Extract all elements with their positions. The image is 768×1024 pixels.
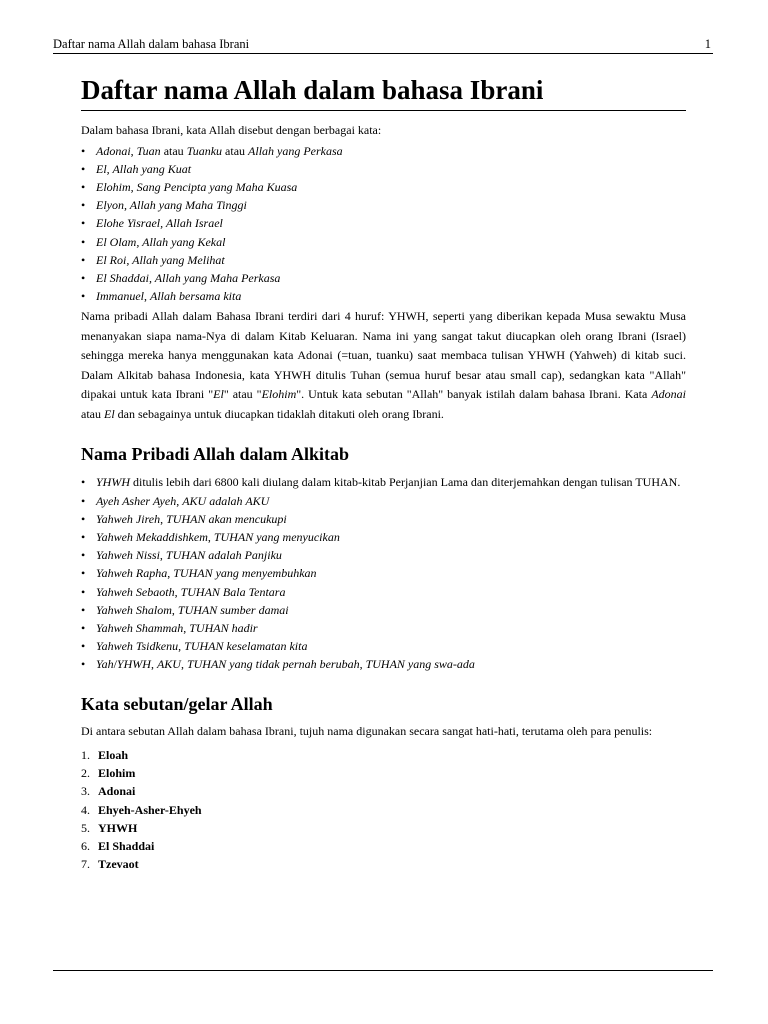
title-term: Tzevaot	[98, 857, 139, 872]
list-item	[81, 764, 686, 782]
item-number: 5.	[81, 820, 90, 835]
separator: ,	[130, 143, 137, 158]
name-meaning: TUHAN adalah Panjiku	[165, 548, 282, 563]
section-heading-nama-pribadi: Nama Pribadi Allah dalam Alkitab	[81, 444, 350, 465]
bullet: •	[81, 584, 86, 599]
list-item-text: ditulis lebih dari 6800 kali diulang dalam kitab-kitab Perjanjian Lama dan diterjemahkan dengan tulisan TUHAN.	[130, 475, 681, 490]
name-term: Yahweh Sebaoth	[96, 584, 175, 599]
separator: ,	[144, 289, 150, 304]
list-item	[81, 619, 686, 637]
list-item	[81, 601, 686, 619]
title-term: El Shaddai	[98, 839, 155, 854]
italic-term: Adonai	[651, 387, 686, 402]
list-item	[81, 178, 686, 196]
separator: atau	[222, 143, 249, 158]
intro-paragraph: Dalam bahasa Ibrani, kata Allah disebut dengan berbagai kata:	[81, 123, 382, 137]
bullet: •	[81, 252, 86, 267]
list-item	[81, 492, 686, 510]
running-title: Daftar nama Allah dalam bahasa Ibrani	[53, 37, 250, 51]
list-item	[81, 528, 686, 546]
name-term: Ayeh Asher Ayeh	[96, 493, 177, 508]
bullet: •	[81, 639, 86, 654]
paragraph-text: Nama pribadi Allah dalam Bahasa Ibrani terdiri dari 4 huruf: YHWH, seperti yang diberikan kepada Musa sewaktu Musa menanyakan siapa nama-Nya di dalam Kitab Keluaran. Nama ini yang sangat takut diucapkan oleh orang Ibrani (Israel) sehingga mereka hanya menggunakan kata Adonai (=tuan, tuanku) saat membaca tulisan YHWH (Yahweh) di kitab suci. Dalam Alkitab bahasa Indonesia, kata YHWH ditulis Tuhan (semua huruf besar atau small cap), sedangkan kata "Allah" dipakai untuk kata Ibrani "	[81, 309, 686, 402]
name-term: Yah	[96, 657, 114, 672]
names-list	[81, 142, 686, 306]
bullet: •	[81, 602, 86, 617]
name-term: Elyon, Allah yang Maha Tinggi	[96, 198, 247, 213]
separator: ,	[359, 657, 366, 672]
name-term: Yahweh Nissi	[96, 548, 160, 563]
page-title: Daftar nama Allah dalam bahasa Ibrani	[81, 72, 686, 111]
separator: /	[113, 657, 117, 672]
name-term: YHWH	[96, 475, 131, 490]
separator: ,	[178, 639, 185, 654]
bullet: •	[81, 620, 86, 635]
name-term: Tuan	[136, 143, 161, 158]
paragraph-text: atau	[81, 406, 104, 421]
name-term: Allah yang Perkasa	[248, 143, 343, 158]
list-item	[81, 855, 686, 873]
separator: atau	[160, 143, 187, 158]
name-term: Yahweh Tsidkenu	[96, 639, 179, 654]
list-item	[81, 655, 686, 673]
list-item	[81, 819, 686, 837]
name-meaning: TUHAN Bala Tentara	[180, 584, 286, 599]
page-number: 1	[704, 37, 711, 51]
italic-term: El	[213, 387, 224, 402]
name-term: Adonai	[96, 143, 131, 158]
name-term: YHWH	[116, 657, 151, 672]
name-term: El Shaddai, Allah yang Maha Perkasa	[96, 270, 281, 285]
bullet: •	[81, 475, 86, 490]
name-term: Yahweh Shalom	[96, 602, 172, 617]
list-item	[81, 564, 686, 582]
section-heading-kata-sebutan: Kata sebutan/gelar Allah	[81, 693, 273, 714]
list-item	[81, 233, 686, 251]
list-item	[81, 510, 686, 528]
bullet: •	[81, 179, 86, 194]
item-number: 6.	[81, 839, 90, 854]
bullet: •	[81, 289, 86, 304]
name-term: El Olam, Allah yang Kekal	[96, 234, 226, 249]
bullet: •	[81, 198, 86, 213]
name-term: El Roi, Allah yang Melihat	[96, 252, 225, 267]
separator: ,	[160, 511, 167, 526]
separator: ,	[183, 620, 190, 635]
separator: ,	[167, 566, 174, 581]
list-item	[81, 837, 686, 855]
name-meaning: TUHAN yang swa-ada	[365, 657, 475, 672]
italic-term: El	[104, 406, 115, 421]
list-item	[81, 473, 686, 491]
name-meaning: TUHAN akan mencukupi	[166, 511, 287, 526]
list-item	[81, 196, 686, 214]
list-item	[81, 142, 686, 160]
list-item	[81, 269, 686, 287]
name-term: Immanuel	[96, 289, 144, 304]
article-content	[81, 72, 686, 873]
name-term: Yahweh Jireh	[96, 511, 161, 526]
title-term: Adonai	[98, 784, 136, 799]
item-number: 4.	[81, 802, 90, 817]
italic-term: Elohim	[261, 387, 297, 402]
bullet: •	[81, 216, 86, 231]
name-meaning: TUHAN yang tidak pernah berubah	[186, 657, 360, 672]
separator: ,	[207, 529, 214, 544]
section-paragraph: Di antara sebutan Allah dalam bahasa Ibrani, tujuh nama digunakan secara sangat hati-hati, terutama oleh para penulis:	[81, 723, 653, 738]
name-term: Yahweh Mekaddishkem	[96, 529, 208, 544]
item-number: 1.	[81, 748, 90, 763]
bullet: •	[81, 548, 86, 563]
separator: ,	[174, 584, 181, 599]
bullet: •	[81, 493, 86, 508]
title-term: Elohim	[98, 766, 136, 781]
name-meaning: TUHAN keselamatan kita	[184, 639, 308, 654]
name-term: Elohim, Sang Pencipta yang Maha Kuasa	[96, 179, 298, 194]
name-meaning: TUHAN yang menyembuhkan	[173, 566, 317, 581]
name-meaning: AKU adalah AKU	[182, 493, 270, 508]
list-item	[81, 251, 686, 269]
name-term: Yahweh Rapha	[96, 566, 168, 581]
bullet: •	[81, 657, 86, 672]
list-item	[81, 583, 686, 601]
name-meaning: TUHAN yang menyucikan	[213, 529, 340, 544]
bullet: •	[81, 270, 86, 285]
separator: ,	[171, 602, 178, 617]
paragraph-text: ". Untuk kata sebutan "Allah" banyak istilah dalam bahasa Ibrani. Kata	[296, 387, 652, 402]
body-paragraph	[81, 307, 686, 424]
name-meaning: TUHAN sumber damai	[177, 602, 289, 617]
name-term: Elohe Yisrael, Allah Israel	[96, 216, 223, 231]
titles-list	[81, 746, 686, 873]
list-item	[81, 782, 686, 800]
bullet: •	[81, 234, 86, 249]
name-term: Allah bersama kita	[150, 289, 242, 304]
name-term: Yahweh Shammah	[96, 620, 184, 635]
separator: ,	[176, 493, 183, 508]
list-item	[81, 801, 686, 819]
title-term: Ehyeh-Asher-Ehyeh	[98, 802, 202, 817]
bullet: •	[81, 161, 86, 176]
list-item	[81, 746, 686, 764]
bullet: •	[81, 143, 86, 158]
item-number: 7.	[81, 857, 90, 872]
item-number: 2.	[81, 766, 90, 781]
list-item	[81, 637, 686, 655]
separator: ,	[159, 548, 166, 563]
footer-divider	[53, 970, 713, 971]
bullet: •	[81, 511, 86, 526]
title-term: Eloah	[98, 748, 129, 763]
list-item	[81, 546, 686, 564]
name-meaning: TUHAN hadir	[189, 620, 258, 635]
title-term: YHWH	[98, 820, 138, 835]
separator: ,	[150, 657, 157, 672]
item-number: 3.	[81, 784, 90, 799]
bullet: •	[81, 529, 86, 544]
personal-names-list	[81, 473, 686, 673]
name-term: Tuanku	[186, 143, 223, 158]
paragraph-text: " atau "	[223, 387, 262, 402]
list-item	[81, 287, 686, 305]
name-term: El, Allah yang Kuat	[96, 161, 192, 176]
list-item	[81, 214, 686, 232]
name-term: AKU	[156, 657, 181, 672]
paragraph-text: dan sebagainya untuk diucapkan tidaklah ditakuti oleh orang Ibrani.	[114, 406, 444, 421]
separator: ,	[180, 657, 187, 672]
bullet: •	[81, 566, 86, 581]
list-item	[81, 160, 686, 178]
page-header	[53, 36, 713, 54]
